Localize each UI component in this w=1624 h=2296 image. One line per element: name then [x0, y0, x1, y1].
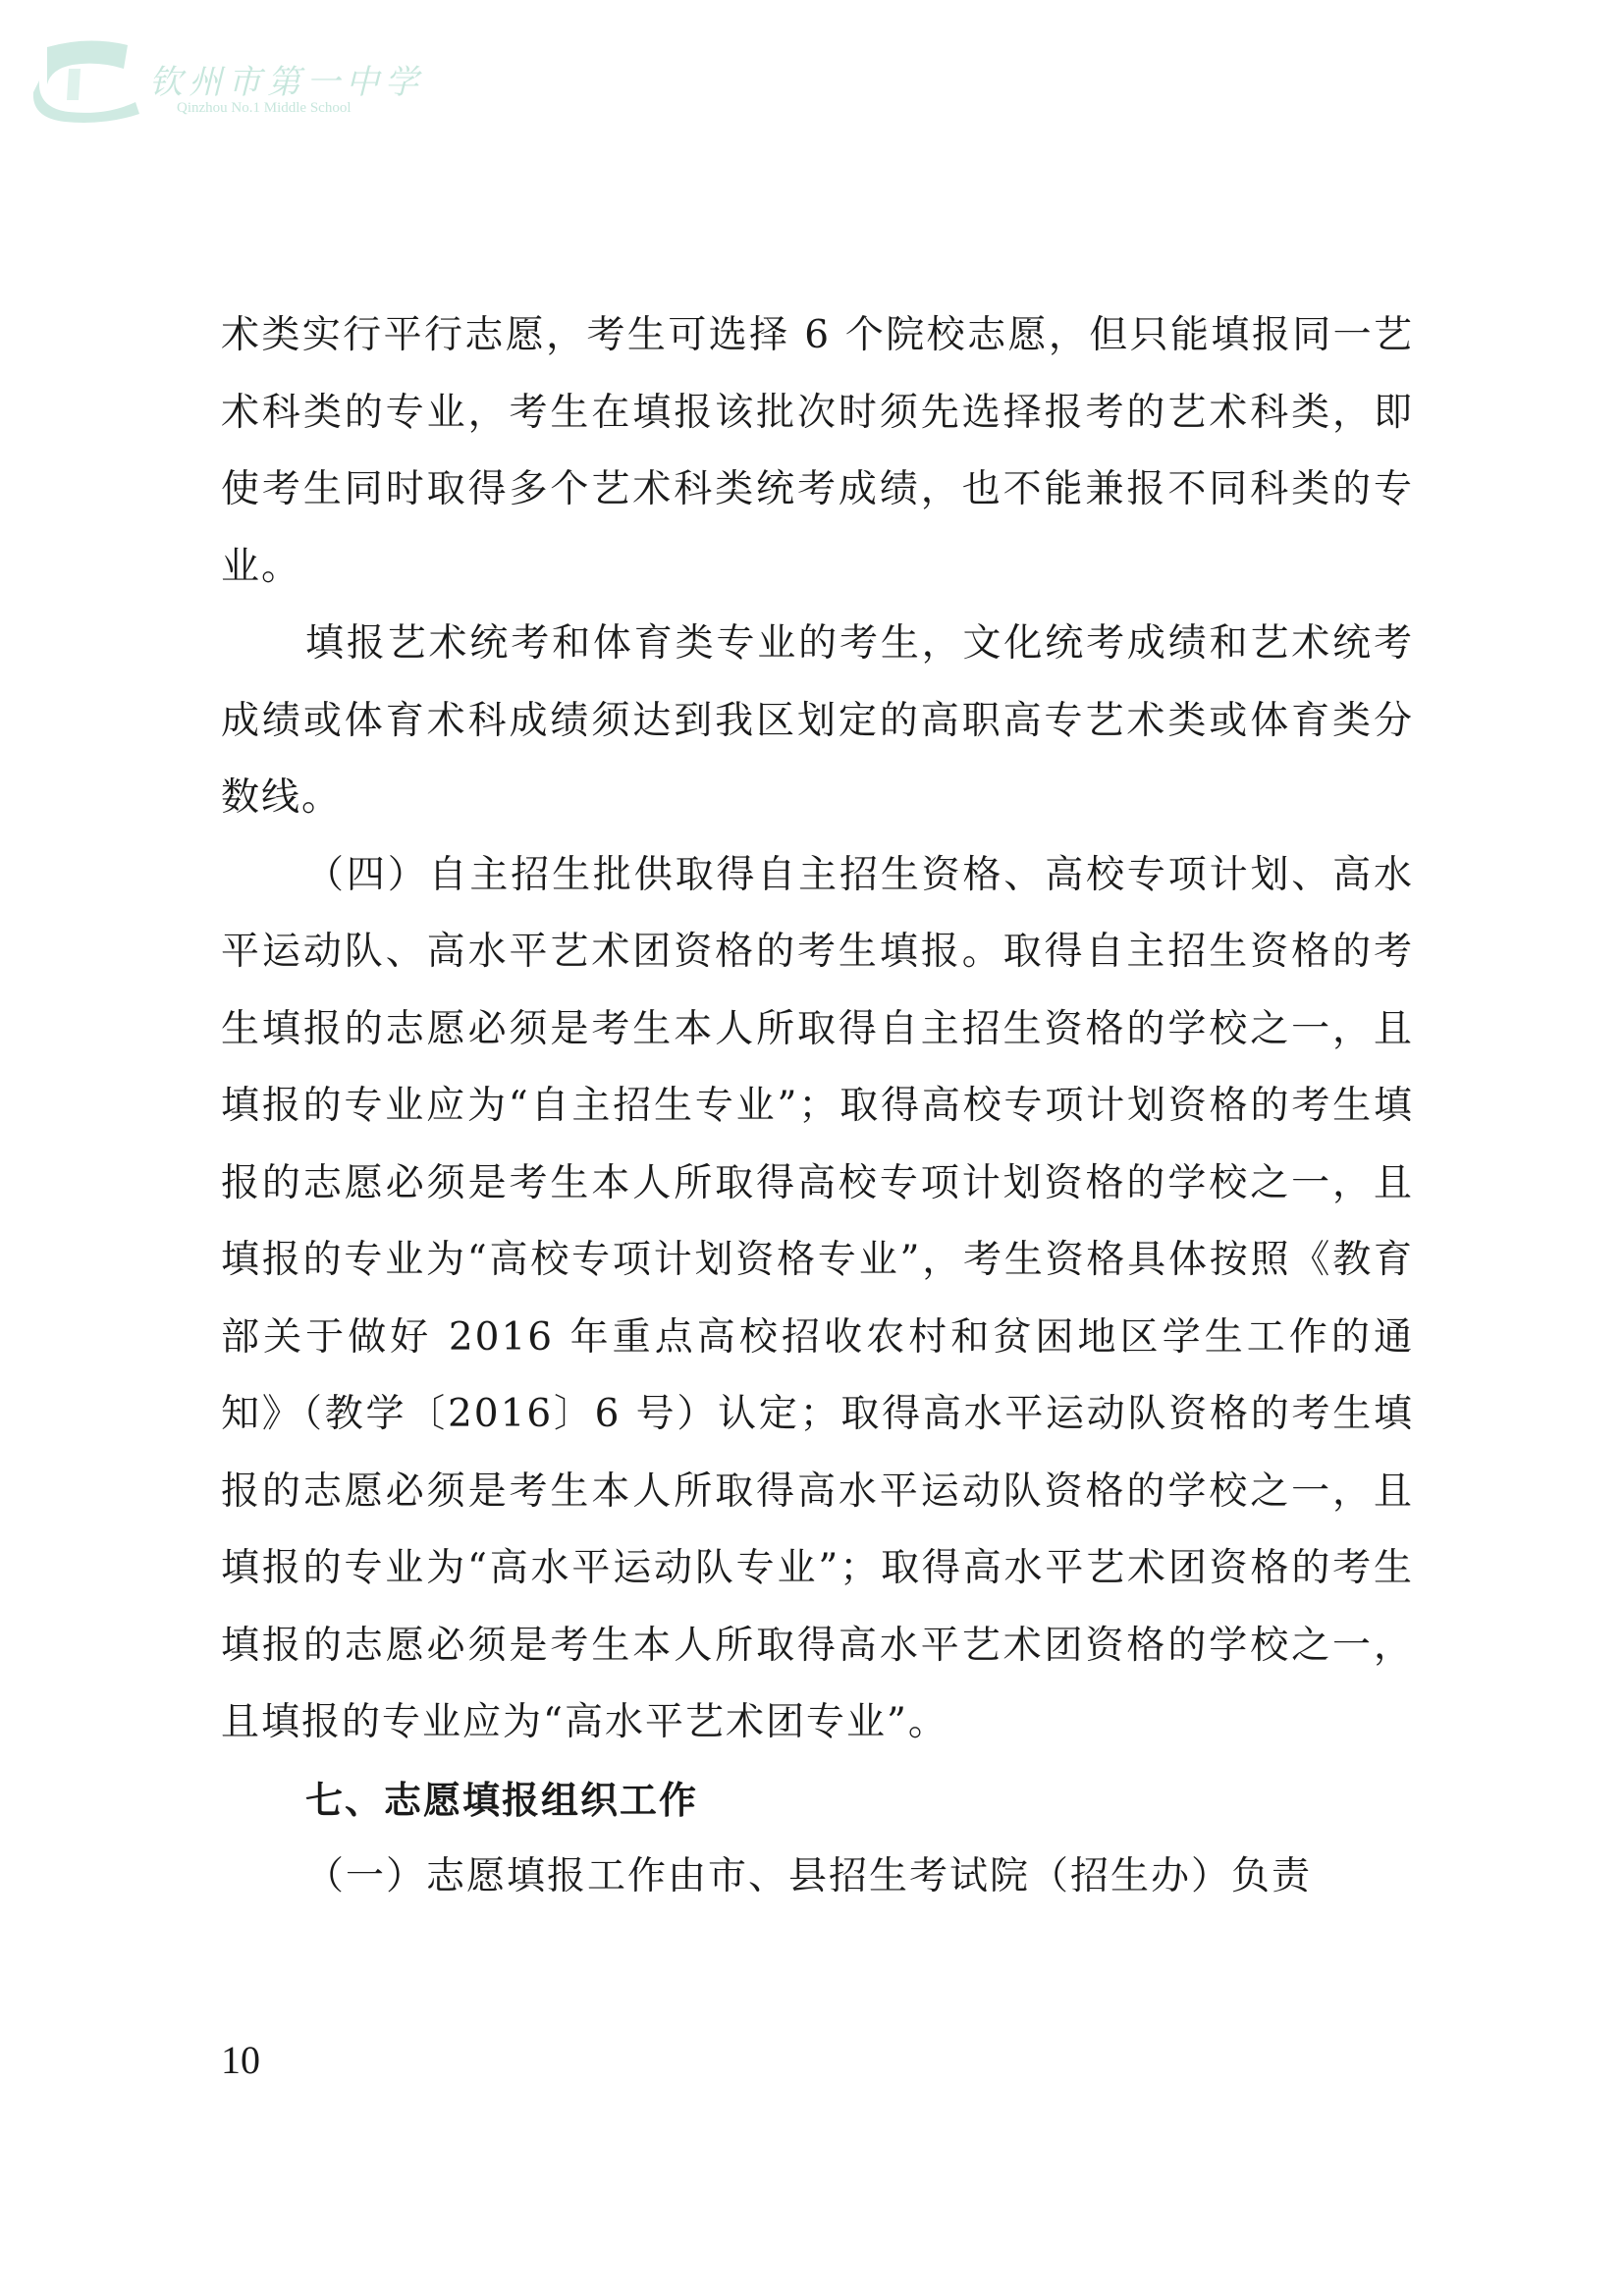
paragraph-organization: （一）志愿填报工作由市、县招生考试院（招生办）负责 — [305, 1854, 1313, 1898]
school-logo-icon — [29, 35, 147, 124]
paragraph-continuation: 术类实行平行志愿，考生可选择 6 个院校志愿，但只能填报同一艺术科类的专业，考生在填报该批次时须先选择报考的艺术科类，即使考生同时取得多个艺术科类统考成绩，也不能兼报不同科类的专业。 — [221, 313, 1414, 589]
section-heading: 七、志愿填报组织工作 — [305, 1778, 699, 1822]
paragraph-art-sports-score: 填报艺术统考和体育类专业的考生，文化统考成绩和艺术统考成绩或体育术科成绩须达到我区划定的高职高专艺术类或体育类分数线。 — [221, 621, 1414, 820]
school-watermark — [29, 35, 424, 124]
paragraph-independent-enrollment: （四）自主招生批供取得自主招生资格、高校专项计划、高水平运动队、高水平艺术团资格的考生填报。取得自主招生资格的考生填报的志愿必须是考生本人所取得自主招生资格的学校之一，且填报的专业应为“自主招生专业”；取得高校专项计划资格的考生填报的志愿必须是考生本人所取得高校专项计划资格的学校之一，且填报的专业为“高校专项计划资格专业”，考生资格具体按照《教育部关于做好 2016 年重点高校招收农村和贫困地区学生工作的通知》（教学〔2016〕6 号）认定；取得高水平运动队资格的考生填报的志愿必须是考生本人所取得高水平运动队资格的学校之一，且填报的专业为“高水平运动队专业”；取得高水平艺术团资格的考生填报的志愿必须是考生本人所取得高水平艺术团资格的学校之一，且填报的专业应为“高水平艺术团专业”。 — [221, 852, 1414, 1744]
watermark-english-text: Qinzhou No.1 Middle School — [177, 100, 352, 116]
document-body — [221, 297, 1414, 1916]
page-number: 10 — [221, 2038, 260, 2082]
watermark-chinese-text: 钦州市第一中学 — [149, 63, 424, 102]
